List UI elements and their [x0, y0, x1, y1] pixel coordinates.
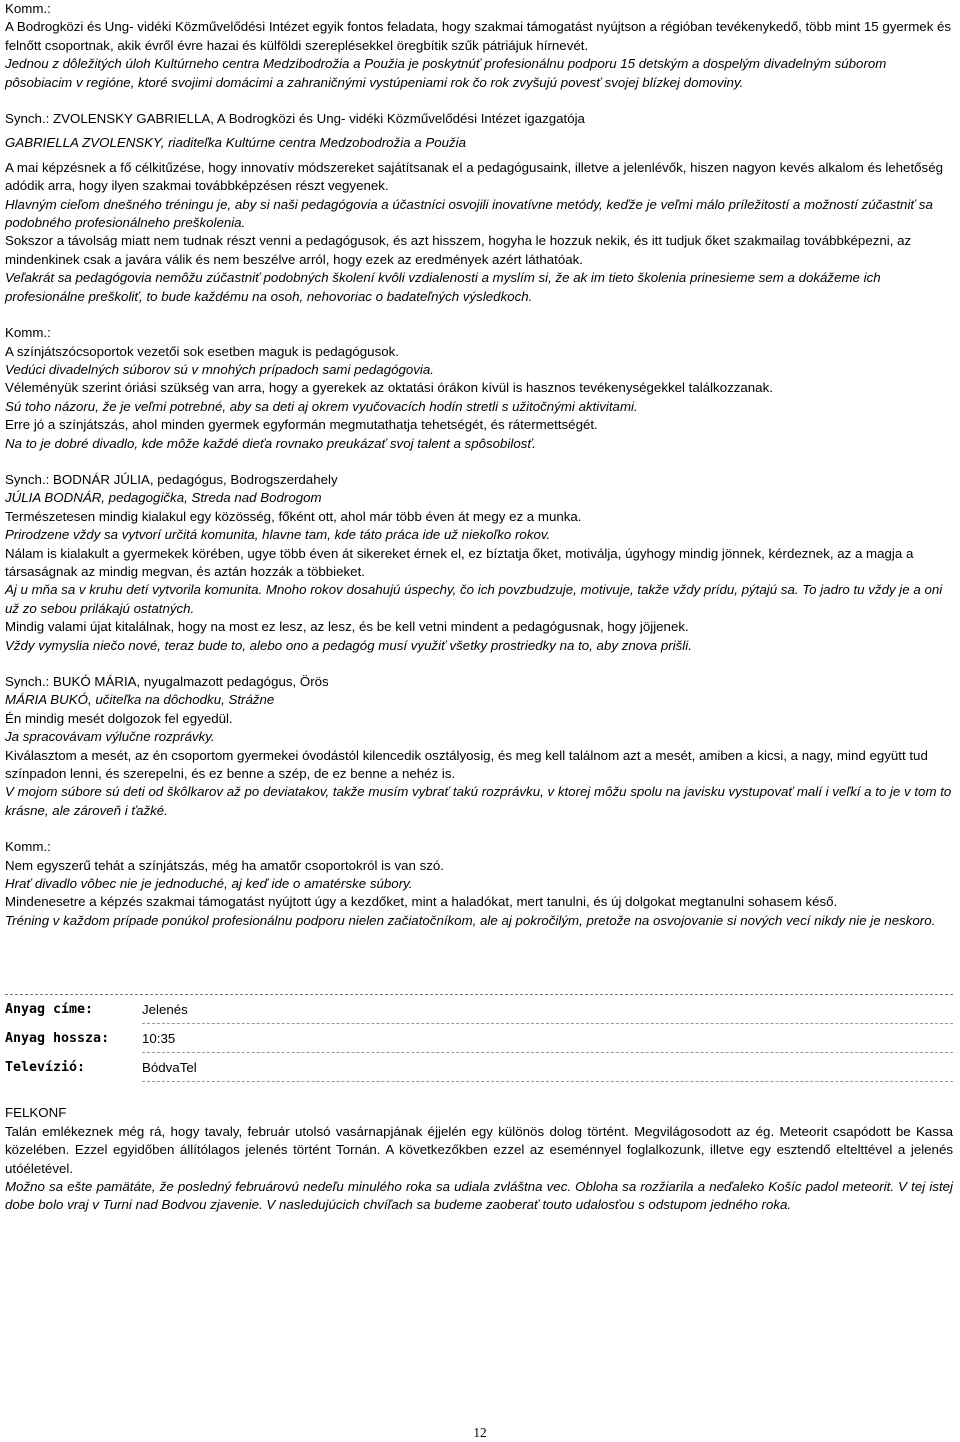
speaker-hu: Synch.: BUKÓ MÁRIA, nyugalmazott pedagógus, Örös [5, 674, 329, 689]
felkonf-hu: Talán emlékeznek még rá, hogy tavaly, február utolsó vasárnapjának éjjelén egy különös dolog történt. Megvilágosodott az ég. Meteorit csapódott be Kassa közelében. Ezzel egyidőben állítólagos jelenés történt Tornán. A következőkben ezzel az eseménnyel foglalkozunk, illetve egy esztendő eltelttével a jelenés utóéletével. [5, 1123, 953, 1176]
quote-hu: Sokszor a távolság miatt nem tudnak részt venni a pedagógusok, és azt hisszem, hogyha le hozzuk nekik, és itt tudjuk őket szakmailag továbbképezni, az mindenkinek csak a javára válik és nem beszélve arról, hogy ezek az eredmények azért láthatóak. [5, 233, 912, 267]
line-hu: Nem egyszerű tehát a színjátszás, még ha amatőr csoportokról is van szó. [5, 857, 444, 873]
quote-sk: V mojom súbore sú deti od škôlkarov až po deviatakov, takže musím vybrať takú rozprávku, v ktorej môžu spolu na javisku vystupovať malí i veľkí a to je v tom to krásne, ale zároveň i ťažké. [5, 784, 952, 818]
material-title-label: Anyag címe: [5, 1002, 94, 1018]
quote-hu: Természetesen mindig kialakul egy közösség, főként ott, ahol már több éven át megy ez a munka. [5, 508, 582, 524]
material-length-label: Anyag hossza: [5, 1031, 110, 1047]
page-number: 12 [473, 1425, 487, 1440]
commentary-intro [5, 0, 953, 92]
synch-bodnar [5, 471, 953, 655]
speaker-sk: JÚLIA BODNÁR, pedagogička, Streda nad Bodrogom [5, 490, 322, 506]
quote-sk: Veľakrát sa pedagógovia nemôžu zúčastniť podobných školení kvôli vzdialenosti a myslím si, že ak im tieto školenia prinesieme sem a dokážeme ich profesionálne preškoliť, to bude každému na osoh, nehovoriac o badateľných výsledkoch. [5, 270, 881, 304]
material-length-row [5, 1024, 953, 1053]
line-hu: A színjátszócsoportok vezetői sok esetben maguk is pedagógusok. [5, 343, 399, 359]
material-title-value: Jelenés [142, 1001, 953, 1024]
commentary-groups [5, 324, 953, 453]
line-hu: Mindenesetre a képzés szakmai támogatást nyújtott úgy a kezdőket, mint a haladókat, mert tanulni, és új dolgokat megtanulni sohasem késő. [5, 894, 838, 910]
quote-sk: Prirodzene vždy sa vytvorí určitá komunita, hlavne tam, kde táto práca ide už niekoľko rokov. [5, 527, 551, 543]
synch-buko [5, 673, 953, 820]
quote-hu: Kiválasztom a mesét, az én csoportom gyermekei óvodástól kilencedik osztályosig, és meg kell találnom azt a mesét, amiben a kicsi, a nagy, mind együtt tud színpadon lenni, és szerepelni, és ez benne a szép, de ez benne a nehéz is. [5, 747, 928, 782]
quote-sk: Ja spracovávam výlučne rozprávky. [5, 729, 215, 745]
line-sk: Na to je dobré divadlo, kde môže každé dieťa rovnako preukázať svoj talent a spôsobilosť. [5, 435, 536, 451]
synch-zvolensky [5, 110, 953, 306]
speaker-hu: Synch.: ZVOLENSKY GABRIELLA, A Bodrogközi és Ung- vidéki Közművelődési Intézet igazgatója [5, 111, 585, 127]
quote-hu: Nálam is kialakult a gyermekek körében, ugye több éven át sikereket érnek el, ez bíztatja őket, motiválja, úgyhogy mindig jönnek, kérdeznek, az a magja a társaságnak az mindig megvan, és aztán hozzák a többieket. [5, 545, 914, 579]
line-sk: Hrať divadlo vôbec nie je jednoduché, aj keď ide o amatérske súbory. [5, 876, 413, 892]
material-title-row [5, 995, 953, 1024]
paragraph-hu: A Bodrogközi és Ung- vidéki Közművelődési Intézet egyik fontos feladata, hogy szakmai támogatást nyújtson a régióban tevékenykedő, több mint 15 gyermek és felnőtt csoportnak, akik évről évre hazai és külföldi szereplésekkel öregbítik szűk pátriájuk hírnevét. [5, 19, 952, 53]
commentary-closing [5, 838, 953, 930]
television-value: BódvaTel [142, 1059, 953, 1082]
line-sk: Sú toho názoru, že je veľmi potrebné, aby sa deti aj okrem vyučovacích hodín stretli s užitočnými aktivitami. [5, 398, 638, 414]
material-length-value: 10:35 [142, 1030, 953, 1053]
line-hu: Erre jó a színjátszás, ahol minden gyermek egyformán megmutathatja tehetségét, és rátermettségét. [5, 417, 598, 433]
line-sk: Tréning v každom prípade ponúkol profesionálnu podporu nielen začiatočníkom, ale aj pokročilým, pretože na osvojovanie si nových vecí nikdy nie je neskoro. [5, 912, 936, 928]
quote-sk: Hlavným cieľom dnešného tréningu je, aby si naši pedagógovia a účastníci osvojili inovatívne metódy, keďže je veľmi málo príležitostí a možností zúčastniť sa podobného profesionálneho preškolenia. [5, 196, 933, 231]
felkonf-section [5, 1104, 953, 1214]
quote-sk: Vždy vymyslia niečo nové, teraz bude to, alebo ono a pedagóg musí využiť všetky prostriedky na to, aby znova prišli. [5, 637, 692, 653]
paragraph-sk: Jednou z dôležitých úloh Kultúrneho centra Medzibodrožia a Použia je poskytnúť profesionálnu podporu 15 detským a dospelým divadelným súborom pôsobiacim v regióne, ktoré svojimi domácimi a zahraničnými vystúpeniami rok čo rok zvyšujú povesť svojej blízkej domoviny. [5, 56, 887, 90]
document-page [5, 0, 953, 1215]
line-hu: Véleményük szerint óriási szükség van arra, hogy a gyerekek az oktatási órákon kívül is hasznos tevékenységekkel találkozzanak. [5, 380, 773, 396]
quote-hu: Én mindig mesét dolgozok fel egyedül. [5, 710, 233, 726]
commentary-label: Komm.: [5, 839, 51, 855]
speaker-hu: Synch.: BODNÁR JÚLIA, pedagógus, Bodrogszerdahely [5, 471, 338, 487]
speaker-sk: GABRIELLA ZVOLENSKY, riaditeľka Kultúrne centra Medzobodrožia a Použia [5, 135, 467, 151]
speaker-sk: MÁRIA BUKÓ, učiteľka na dôchodku, Strážne [5, 692, 275, 708]
television-label: Televízió: [5, 1060, 86, 1076]
felkonf-label: FELKONF [5, 1105, 67, 1121]
material-info-table [5, 994, 953, 1082]
commentary-label: Komm.: [5, 1, 51, 16]
commentary-label: Komm.: [5, 325, 51, 341]
felkonf-sk: Možno sa ešte pamätáte, že posledný februárovú nedeľu minulého roka sa udiala zvláštna vec. Obloha sa rozžiarila a neďaleko Košíc padol meteorit. V tej istej dobe bolo vraj v Turni nad Bodvou zjavenie. V nasledujúcich chvíľach sa budeme zaoberať touto udalosťou s odstupom jedného roka. [5, 1178, 953, 1213]
quote-hu: A mai képzésnek a fő célkitűzése, hogy innovatív módszereket sajátítsanak el a pedagógusaink, illetve a jelenlévők, hiszen nagyon kevés alkalom és lehetőség adódik arra, hogy ilyen szakmai továbbképzésen részt vegyenek. [5, 159, 943, 194]
line-sk: Vedúci divadelných súborov sú v mnohých prípadoch sami pedagógovia. [5, 361, 434, 377]
quote-sk: Aj u mňa sa v kruhu detí vytvorila komunita. Mnoho rokov dosahujú úspechy, čo ich povzbudzuje, motivuje, takže vždy prídu, pýtajú sa. To jadro tu vždy je a oni už zo sebou prilákajú ostatných. [5, 582, 943, 616]
television-row [5, 1053, 953, 1082]
quote-hu: Mindig valami újat kitalálnak, hogy na most ez lesz, az lesz, és be kell vetni mindent a pedagógusnak, hogy jöjjenek. [5, 619, 689, 635]
